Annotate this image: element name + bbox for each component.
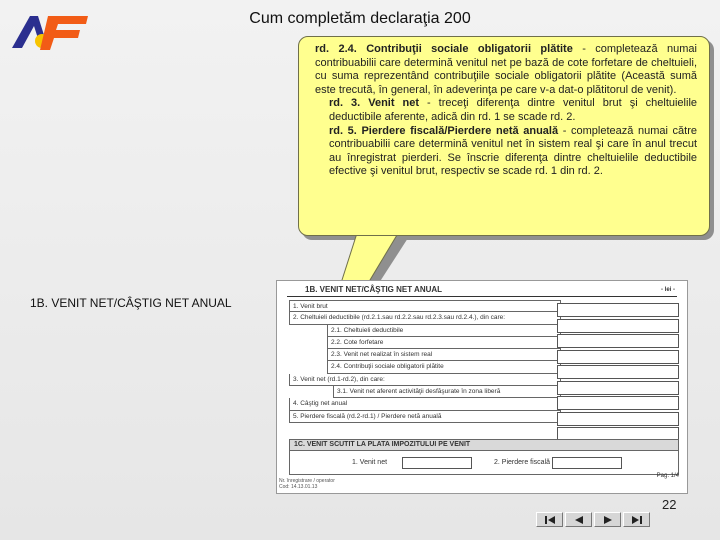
form-header-unit: - lei - (660, 287, 675, 293)
form-rows (289, 300, 561, 423)
callout-box (298, 36, 710, 236)
next-slide-icon (601, 515, 615, 525)
form-row: 4. Câştig net anual (289, 398, 561, 410)
value-box (557, 303, 679, 317)
field-pierdere-box (552, 457, 622, 469)
value-box (557, 396, 679, 410)
value-box (557, 319, 679, 333)
callout-paragraph-1 (315, 43, 697, 97)
callout-p2-text: - treceţi diferenţa dintre venitul brut şi cheltuielile deductibile aferente, adică din rd. 1 se scade rd. 2. (329, 97, 697, 123)
callout-p2-heading: rd. 3. Venit net (329, 97, 420, 110)
slide-navigation (536, 512, 650, 527)
value-box (557, 350, 679, 364)
form-footer-line-2: Cod: 14.13.01.13 (279, 484, 318, 490)
value-box (557, 365, 679, 379)
form-row: 5. Pierdere fiscală (rd.2-rd.1) / Pierdere netă anuală (289, 411, 561, 423)
form-row: 1. Venit brut (289, 300, 561, 312)
section-label: 1B. VENIT NET/CÂŞTIG NET ANUAL (30, 296, 232, 310)
value-box (557, 381, 679, 395)
last-slide-icon (630, 515, 644, 525)
field-pierdere-label: 2. Pierdere fiscală (494, 459, 551, 466)
form-row: 3.1. Venit net aferent activităţii desfăşurate în zona liberă (333, 386, 561, 398)
slide-title: Cum completăm declaraţia 200 (249, 10, 471, 27)
form-row: 3. Venit net (rd.1-rd.2), din care: (289, 374, 561, 386)
form-row: 2.2. Cote forfetare (327, 337, 561, 349)
previous-slide-icon (572, 515, 586, 525)
form-row: 2. Cheltuieli deductibile (rd.2.1.sau rd.2.2.sau rd.2.3.sau rd.2.4.), din care: (289, 312, 561, 324)
form-section-1c (289, 451, 679, 475)
page-number: 22 (662, 497, 677, 512)
field-venit-net-label: 1. Venit net (352, 459, 388, 466)
form-value-boxes (557, 303, 679, 443)
callout-p1-text: - completează numai contribuabilii care determină venitul net pe bază de cote forfetare de cheltuieli, cu suma reprezentând contribuţiile sociale obligatorii plătite (Această sumă este trecută, în general, în adeverinţa pe care v-a dat-o plătitorul de venit). (315, 43, 697, 96)
callout-paragraph-3 (315, 125, 697, 179)
next-slide-button[interactable] (594, 512, 621, 527)
value-box (557, 334, 679, 348)
field-venit-net-box (402, 457, 472, 469)
form-footer-line-1: Nr. înregistrare / operator (279, 478, 335, 484)
form-page-label: Pag. 1/4 (656, 473, 679, 479)
form-footer (279, 478, 335, 490)
form-row: 2.3. Venit net realizat în sistem real (327, 349, 561, 361)
callout-paragraph-2 (315, 97, 697, 124)
callout-p3-heading: rd. 5. Pierdere fiscală/Pierdere netă anuală (329, 124, 559, 137)
callout-p1-heading: rd. 2.4. Contribuţii sociale obligatorii plătite (315, 43, 573, 55)
first-slide-button[interactable] (536, 512, 563, 527)
form-excerpt (276, 280, 688, 494)
form-section-1c-title: 1C. VENIT SCUTIT LA PLATA IMPOZITULUI PE VENIT (289, 439, 679, 451)
first-slide-icon (543, 515, 557, 525)
form-row: 2.1. Cheltuieli deductibile (327, 325, 561, 337)
callout-p3-text: - completează numai către contribuabilii care determină venitul net în sistem real şi care în anul trecut au înregistrat pierderi. Se înscrie diferenţa dintre cheltuielile deductibile efective şi venitul brut, respectiv se scade rd. 1 din rd. 2. (329, 124, 697, 178)
previous-slide-button[interactable] (565, 512, 592, 527)
anaf-logo (8, 8, 92, 54)
last-slide-button[interactable] (623, 512, 650, 527)
form-row: 2.4. Contribuţii sociale obligatorii plătite (327, 361, 561, 373)
form-header-title: 1B. VENIT NET/CÂŞTIG NET ANUAL (305, 285, 443, 294)
value-box (557, 412, 679, 426)
form-header (287, 285, 677, 297)
